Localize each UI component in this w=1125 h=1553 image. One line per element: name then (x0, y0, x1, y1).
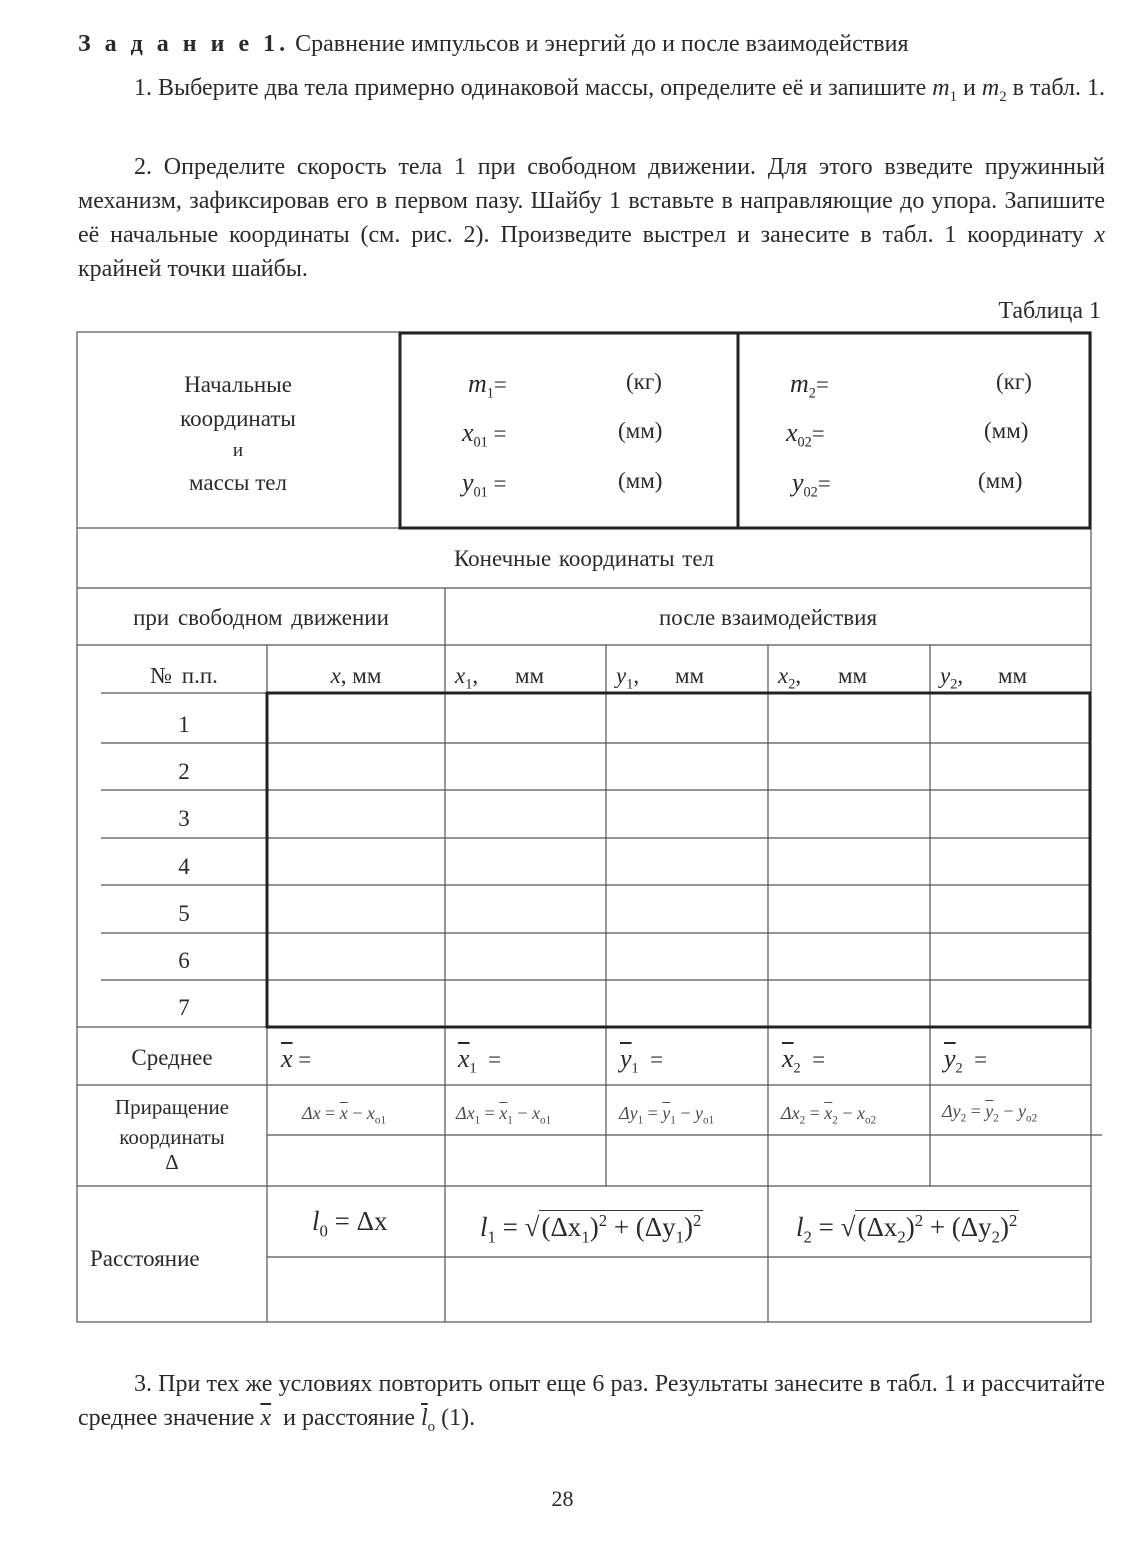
formula-part: ) (905, 1212, 915, 1242)
comma: , (472, 663, 479, 688)
m2-unit: (кг) (996, 369, 1032, 394)
formula-sub: 2 (832, 1114, 838, 1127)
x02-label: x (786, 418, 798, 447)
formula-part: ) (589, 1212, 599, 1242)
row-number: 2 (178, 759, 190, 784)
comma: , (633, 663, 640, 688)
col-y2-sub: 2 (950, 676, 958, 693)
formula-sub: 2 (897, 1227, 906, 1247)
y01-label: y (462, 468, 474, 497)
m1-label-sub: 1 (486, 385, 494, 402)
formula-part: − (998, 1101, 1019, 1121)
m1-var: m (932, 75, 950, 101)
formula-sub: 1 (581, 1227, 590, 1247)
formula-part: Δy (942, 1101, 961, 1121)
task-title-prefix: З а д а н и е 1. (78, 31, 290, 57)
step-2-text: 2. Определите скорость тела 1 при свободном движении. Для этого взведите пружинный механизм, зафиксировав его в первом пазу. Шайбу 1 вставьте в направляющие до упора. Запишите её начальные координаты (см. рис. 2). Произведите выстрел и занесите в табл. 1 координату (78, 154, 1105, 248)
formula-sub: 2 (960, 1112, 967, 1125)
increment-label-line: Δ (165, 1150, 179, 1174)
formula-part: = (966, 1101, 986, 1121)
m2-label: m (790, 369, 809, 398)
formula-part: = (643, 1103, 663, 1123)
m2-label-sub: 2 (808, 385, 816, 402)
x-var: x (1094, 222, 1106, 248)
mean-y2 (944, 1044, 987, 1078)
formula-part: Δy (619, 1103, 638, 1123)
formula-part: l (480, 1212, 488, 1242)
increment-label (115, 1092, 229, 1172)
formula-part: x (532, 1103, 541, 1123)
col-x-var: x (330, 663, 341, 688)
eq-sign: = (493, 372, 507, 397)
formula-part: l (796, 1212, 804, 1242)
row-number: 1 (178, 712, 190, 737)
col-x1-var: x (455, 663, 466, 688)
mean-x2-sub: 2 (793, 1060, 801, 1077)
l1-formula (480, 1210, 703, 1247)
y02-unit: (мм) (978, 468, 1023, 493)
x01-field (462, 418, 507, 452)
m2-field (790, 369, 829, 403)
increment-label-line: координаты (119, 1125, 225, 1149)
mean-label: Среднее (131, 1045, 213, 1070)
formula-sup: 2 (598, 1211, 608, 1230)
formula-part: = (320, 1103, 340, 1123)
mean-x2 (782, 1044, 825, 1078)
step-3-text: 3. При тех же условиях повторить опыт еще 6 раз. Результаты занесите в табл. 1 и рассчитайте среднее значение (78, 1371, 1105, 1431)
y02-field (792, 468, 831, 502)
col-y1-var: y (616, 663, 627, 688)
col-x-unit: , мм (340, 663, 382, 688)
col-x-header (331, 663, 382, 689)
eq-sign: = (812, 1047, 826, 1072)
formula-sub: 2 (991, 1227, 1001, 1247)
col-y1-header (616, 663, 639, 694)
final-coords-header: Конечные координаты тел (453, 546, 715, 571)
page-number: 28 (551, 1486, 574, 1511)
eq-sign: = (817, 471, 831, 496)
step-1-text: 1. Выберите два тела примерно одинаковой массы, определите её и запишите (134, 75, 927, 101)
formula-sub: 1 (474, 1114, 481, 1127)
formula-sub: 1 (637, 1114, 644, 1127)
col-x2-sub: 2 (788, 676, 796, 693)
free-motion-header: при свободном движении (133, 605, 389, 630)
mean-x1-var: $\overline{x}$ (458, 1044, 470, 1073)
x01-label-sub: 01 (473, 434, 488, 451)
y02-label-sub: 02 (803, 484, 818, 501)
y01-unit: (мм) (618, 468, 663, 493)
x-mean-var: $\overline{x}$ (260, 1405, 272, 1431)
mean-x2-var: $\overline{x}$ (782, 1044, 794, 1073)
formula-part: (Δx (857, 1212, 898, 1242)
after-interaction-header: после взаимодействия (658, 605, 878, 630)
x02-unit: (мм) (984, 418, 1029, 443)
sqrt-icon: √ (524, 1212, 540, 1242)
formula-part: = (480, 1103, 500, 1123)
mean-x1-sub: 1 (469, 1060, 477, 1077)
formula-part: Δx (456, 1103, 475, 1123)
formula-sub: 1 (670, 1114, 676, 1127)
col-x1-header (455, 663, 478, 694)
step-3-paragraph (78, 1367, 1105, 1444)
formula-sub: 1 (507, 1114, 513, 1127)
formula-part: ) (1000, 1212, 1010, 1242)
eq-sign: = (974, 1047, 988, 1072)
eq-sign: = (493, 471, 507, 496)
col-y1-sub: 1 (626, 676, 634, 693)
formula-sub: o2 (1026, 1112, 1038, 1125)
formula-sub: o1 (703, 1114, 715, 1127)
formula-part: $\overline{x}$ (339, 1103, 348, 1123)
row-number: 6 (178, 948, 190, 973)
formula-part: = (805, 1103, 825, 1123)
sqrt-body (855, 1210, 1019, 1247)
formula-sub: 1 (487, 1227, 496, 1247)
m1-unit: (кг) (626, 369, 662, 394)
sqrt-body (539, 1210, 703, 1247)
formula-part: − (512, 1103, 533, 1123)
x02-label-sub: 02 (797, 434, 812, 451)
m2-var: m (981, 75, 1000, 101)
l-mean-var: $\overline{l}$ (421, 1405, 428, 1431)
col-y2-header (940, 663, 963, 694)
formula-part: + (607, 1212, 636, 1242)
formula-part: + (923, 1212, 952, 1242)
m1-field (468, 369, 507, 403)
formula-part: $\overline{y}$ (662, 1103, 671, 1123)
formula-part: x (857, 1103, 866, 1123)
formula-part: $\overline{y}$ (985, 1101, 994, 1121)
table-caption: Таблица 1 (998, 298, 1101, 324)
col-x1-sub: 1 (465, 676, 473, 693)
mean-y1-var: $\overline{y}$ (620, 1044, 632, 1073)
step-2-tail: крайней точки шайбы. (78, 256, 308, 282)
increment-x-formula (302, 1103, 386, 1127)
x01-label: x (462, 418, 474, 447)
col-y2-unit: мм (998, 663, 1028, 688)
col-y2-var: y (940, 663, 951, 688)
formula-part: (Δy (635, 1212, 676, 1242)
col-num-header: № п.п. (150, 663, 218, 688)
l-mean-sub: o (427, 1418, 436, 1435)
sqrt-icon: √ (840, 1212, 856, 1242)
formula-sup: 2 (1009, 1211, 1018, 1230)
eq-sign: = (298, 1047, 312, 1072)
formula-part: (Δy (951, 1212, 992, 1242)
formula-sub: o1 (374, 1114, 387, 1127)
formula-part: − (347, 1103, 367, 1123)
initial-header-line: Начальные (184, 372, 292, 397)
formula-sup: 2 (693, 1211, 702, 1230)
formula-part: y (695, 1103, 704, 1123)
formula-part: y (1018, 1101, 1027, 1121)
col-x2-var: x (778, 663, 789, 688)
formula-part: = Δx (327, 1206, 388, 1236)
col-x2-unit: мм (838, 663, 868, 688)
mean-y1-sub: 1 (631, 1060, 639, 1077)
formula-sub: 2 (993, 1112, 999, 1125)
l0-formula (312, 1206, 387, 1241)
formula-part: $\overline{x}$ (499, 1103, 508, 1123)
initial-header-line: массы тел (189, 470, 287, 495)
eq-sign: = (488, 1047, 502, 1072)
mean-x1 (458, 1044, 501, 1078)
col-x2-header (778, 663, 801, 694)
row-number: 5 (178, 901, 190, 926)
eq-sign: = (493, 421, 507, 446)
formula-sub: o2 (865, 1114, 877, 1127)
increment-y1-formula (619, 1103, 714, 1127)
step-3-tail: (1). (441, 1405, 476, 1431)
row-number: 3 (178, 806, 190, 831)
formula-part: Δx (302, 1103, 321, 1123)
x02-field (786, 418, 825, 452)
m1-label: m (468, 369, 487, 398)
formula-sub: 2 (803, 1227, 812, 1247)
formula-part: Δx (781, 1103, 800, 1123)
initial-header-line: координаты (180, 406, 296, 431)
distance-label: Расстояние (90, 1246, 200, 1271)
formula-part: x (366, 1103, 375, 1123)
m1-sub: 1 (949, 88, 958, 105)
y02-label: y (792, 468, 804, 497)
increment-x1-formula (456, 1103, 551, 1127)
increment-x2-formula (781, 1103, 876, 1127)
formula-sub: 2 (799, 1114, 806, 1127)
mean-y2-sub: 2 (955, 1060, 963, 1077)
y01-field (462, 468, 507, 502)
eq-sign: = (650, 1047, 664, 1072)
increment-y2-formula (942, 1101, 1037, 1125)
comma: , (795, 663, 802, 688)
l2-formula (796, 1210, 1019, 1247)
col-y1-unit: мм (675, 663, 705, 688)
eq-sign: = (815, 372, 829, 397)
mean-x-var: $\overline{x}$ (281, 1044, 293, 1073)
x01-unit: (мм) (618, 418, 663, 443)
formula-sub: 1 (675, 1227, 685, 1247)
initial-header-line: и (232, 440, 244, 461)
col-x1-unit: мм (515, 663, 545, 688)
mean-y2-var: $\overline{y}$ (944, 1044, 956, 1073)
formula-part: $\overline{x}$ (824, 1103, 833, 1123)
step-3-text-b: и расстояние (283, 1405, 415, 1431)
formula-part: ) (684, 1212, 694, 1242)
y01-label-sub: 01 (473, 484, 488, 501)
formula-part: (Δx (541, 1212, 582, 1242)
body-1-frame (400, 333, 738, 528)
formula-part: = (495, 1212, 525, 1242)
row-number: 7 (178, 995, 190, 1020)
formula-part: − (675, 1103, 696, 1123)
formula-sub: 0 (319, 1221, 328, 1241)
row-number: 4 (178, 854, 190, 879)
formula-part: l (312, 1206, 320, 1236)
task-title-text: Сравнение импульсов и энергий до и после взаимодействия (295, 31, 909, 57)
comma: , (957, 663, 964, 688)
eq-sign: = (811, 421, 825, 446)
formula-sup: 2 (914, 1211, 924, 1230)
step-1-tail: в табл. 1. (1012, 75, 1105, 101)
formula-part: − (837, 1103, 858, 1123)
increment-label-line: Приращение (114, 1095, 230, 1119)
m2-sub: 2 (999, 88, 1007, 105)
mean-y1 (620, 1044, 663, 1078)
and-word: и (963, 75, 976, 101)
mean-x (281, 1044, 311, 1078)
formula-sub: o1 (540, 1114, 552, 1127)
formula-part: = (811, 1212, 841, 1242)
initial-header (180, 368, 296, 500)
